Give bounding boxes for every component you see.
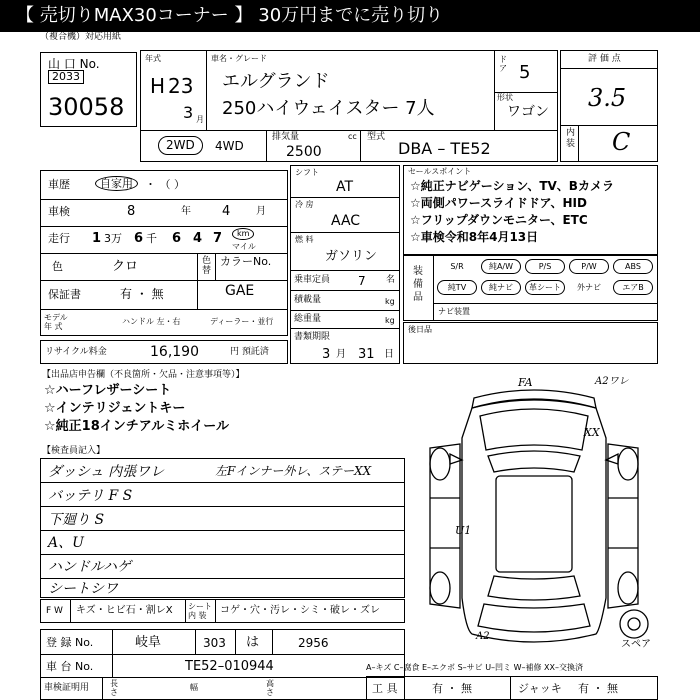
interior-grade: C <box>612 128 631 156</box>
score-label: 評 価 点 <box>588 54 621 64</box>
spare-label: スペア <box>621 639 651 650</box>
warranty-label: 保証書 <box>48 288 81 301</box>
docs-day: 31 <box>358 347 375 362</box>
equipment-label: 装 備 品 <box>413 266 423 303</box>
equip-sunroof: S/R <box>450 262 464 271</box>
certificate-row <box>40 677 405 700</box>
inspector-right-note: 左Fインナー外レ、ステーXX <box>215 464 372 478</box>
door-label: ド ア <box>499 55 507 73</box>
navi-device-label: ナビ装置 <box>438 307 470 316</box>
body-type-label: 形状 <box>497 93 513 102</box>
capacity-label: 乗車定員 <box>294 275 331 285</box>
right-side-outline <box>608 444 638 608</box>
wheel-front-right <box>618 448 638 480</box>
certificate-length-label: 長 さ <box>110 679 118 697</box>
equip-external-navi: 外ナビ <box>577 283 601 292</box>
inspection-year: 8 <box>127 204 136 219</box>
damage-code-legend: A–キズ C–腐食 E–エクボ S–サビ U–凹ミ W–補修 XX–交換済 <box>366 663 584 672</box>
mileage-1: 1 <box>92 231 102 246</box>
month-value: 3 <box>183 103 194 122</box>
color-label: 色 <box>52 260 63 273</box>
wheel-rear-left <box>430 572 450 604</box>
model-year-label: モデル 年 式 <box>44 313 68 331</box>
capacity-unit: 名 <box>386 275 396 285</box>
recycle-unit: 円 預託済 <box>230 347 269 357</box>
seat-interior-values: コゲ・穴・汚レ・シミ・破レ・ズレ <box>220 605 380 616</box>
color-no-label: カラーNo. <box>220 255 272 268</box>
equip-alloy-wheels: 純A/W <box>481 259 521 274</box>
equip-navi: 純ナビ <box>481 280 521 295</box>
certificate-height-label: 高 さ <box>266 679 274 697</box>
door-count: 5 <box>519 62 531 83</box>
equip-tv: 純TV <box>437 280 477 295</box>
docs-month: 3 <box>322 347 331 362</box>
history-rest: ・ （ ） <box>145 178 185 191</box>
banner-text: 【 売切りMAX30コーナー 】 30万円までに売り切り <box>16 5 444 26</box>
inspection-label: 車検 <box>48 205 70 218</box>
history-private: 自家用 <box>95 176 138 191</box>
seat-interior-label: シート 内 装 <box>188 602 212 620</box>
diagram-label-xx: XX <box>584 426 600 439</box>
equip-abs: ABS <box>613 259 653 274</box>
shift-label: シフト <box>295 168 319 177</box>
fuel-label: 燃 料 <box>295 235 314 244</box>
year-value: 23 <box>168 74 194 98</box>
wheel-rear-right <box>618 572 638 604</box>
fw-values: キズ・ヒビ石・割レX <box>76 605 173 616</box>
registration-class: 303 <box>203 636 226 650</box>
diagram-label-u1: U1 <box>455 524 472 537</box>
sales-points-label: セールスポイント <box>408 167 472 176</box>
color-no: GAE <box>225 283 255 299</box>
accessories-box <box>403 322 658 364</box>
inspection-month: 4 <box>222 204 231 219</box>
ac-value: AAC <box>331 213 361 229</box>
displacement-unit: cc <box>348 132 357 141</box>
color-value: クロ <box>112 259 139 274</box>
warranty-value: 有 ・ 無 <box>120 287 164 301</box>
load-unit: kg <box>385 297 395 306</box>
sales-point-item: ☆両側パワースライドドア、HID <box>410 196 587 210</box>
jack-value: 有 ・ 無 <box>578 682 618 695</box>
drive-2wd: 2WD <box>158 136 203 155</box>
vehicle-damage-diagram <box>410 368 658 658</box>
equip-leather-seats: 革シート <box>525 280 565 295</box>
year-label: 年式 <box>145 54 161 63</box>
hood-outline <box>480 409 588 450</box>
lot-code: 2033 <box>48 70 84 84</box>
shift-value: AT <box>336 179 354 195</box>
mileage-unit-1: 3万 <box>104 232 122 245</box>
inspector-note-line: ダッシュ 内張ワレ <box>48 464 165 480</box>
fw-label: F W <box>46 606 63 616</box>
tailgate-outline <box>478 604 590 632</box>
model-code: DBA – TE52 <box>398 139 491 158</box>
top-banner <box>0 0 700 32</box>
inspector-note-line: シートシワ <box>48 581 118 597</box>
inspector-note-line: 下廻り S <box>48 512 105 528</box>
mileage-4: 4 <box>193 231 203 246</box>
equip-power-windows: P/W <box>569 259 609 274</box>
inspector-note-line: ハンドルハゲ <box>48 559 132 575</box>
sales-point-item: ☆車検令和8年4月13日 <box>410 230 539 244</box>
lot-region-label: 山 口 No. <box>48 57 100 71</box>
seller-note-item: ☆ハーフレザーシート <box>44 383 172 398</box>
model-label: 型式 <box>367 132 386 142</box>
sales-point-item: ☆フリップダウンモニター、ETC <box>410 213 588 227</box>
car-grade: 250ハイウェイスター 7人 <box>222 98 435 119</box>
certificate-width-label: 幅 <box>190 683 198 692</box>
mileage-label: 走行 <box>48 232 70 245</box>
inspector-note-line: バッテリ F S <box>48 488 133 504</box>
drive-4wd: 4WD <box>215 139 244 153</box>
mileage-km: km <box>232 228 254 240</box>
seller-note-item: ☆インテリジェントキー <box>44 401 186 416</box>
chassis-label: 車 台 No. <box>46 660 94 673</box>
mileage-3: 6 <box>172 231 182 246</box>
diagram-label-a2: A2 <box>476 631 490 642</box>
wheel-front-left <box>430 448 450 480</box>
recycle-label: リサイクル料金 <box>45 347 107 357</box>
lot-number: 30058 <box>48 93 125 121</box>
diagram-label-fa: FA <box>518 376 533 389</box>
spare-tire <box>620 610 648 638</box>
interior-label: 内 装 <box>566 128 576 149</box>
weight-label: 総重量 <box>294 314 322 324</box>
rear-glass-outline <box>488 576 580 600</box>
mileage-unit-2: 千 <box>146 232 157 245</box>
mileage-5: 7 <box>213 231 223 246</box>
car-name: エルグランド <box>222 71 330 92</box>
car-name-label: 車名・グレード <box>211 54 267 63</box>
fuel-value: ガソリン <box>325 249 378 264</box>
docs-deadline-label: 書類期限 <box>294 332 331 342</box>
weight-unit: kg <box>385 316 395 325</box>
recycle-amount: 16,190 <box>150 344 199 360</box>
docs-day-unit: 日 <box>384 349 394 360</box>
certificate-label: 車検証明用 <box>44 683 90 693</box>
inspection-month-unit: 月 <box>256 206 266 217</box>
seller-note-item: ☆純正18インチアルミホイール <box>44 419 229 434</box>
doc-type: （複合機）対応用紙 <box>40 32 122 42</box>
ac-label: 冷 房 <box>295 200 314 209</box>
repaint-label: 色 替 <box>202 256 212 276</box>
load-label: 積載量 <box>294 295 322 305</box>
displacement: 2500 <box>286 144 322 160</box>
inspector-notes-label: 【検査員記入】 <box>42 446 106 456</box>
score-value: 3.5 <box>588 84 627 112</box>
inspector-note-line: A、U <box>48 535 84 551</box>
registration-label: 登 録 No. <box>46 636 94 649</box>
tools-label: 工 具 <box>372 682 398 695</box>
displacement-label: 排気量 <box>272 132 300 142</box>
mileage-2: 6 <box>134 231 144 246</box>
roof-outline <box>496 476 572 572</box>
accessories-label: 後日品 <box>408 325 432 334</box>
seller-notes-label: 【出品店申告欄（不良箇所・欠品・注意事項等）】 <box>42 370 245 380</box>
sales-point-item: ☆純正ナビゲーション、TV、Bカメラ <box>410 179 614 193</box>
chassis-number: TE52–010944 <box>185 659 274 674</box>
equip-power-steering: P/S <box>525 259 565 274</box>
diagram-label-a2-crack: A2ワレ <box>595 376 629 387</box>
registration-city: 岐阜 <box>135 635 162 650</box>
docs-month-unit: 月 <box>336 349 346 360</box>
jack-label: ジャッキ <box>518 682 562 695</box>
handle-label: ハンドル 左・右 <box>122 317 181 326</box>
windshield-outline <box>488 451 580 472</box>
registration-number: 2956 <box>298 636 329 650</box>
history-label: 車歴 <box>48 178 70 191</box>
mileage-mile: マイル <box>232 242 256 251</box>
body-type: ワゴン <box>507 104 549 120</box>
inspection-year-unit: 年 <box>181 206 191 217</box>
year-era: H <box>150 74 166 98</box>
capacity-value: 7 <box>358 274 366 288</box>
month-unit: 月 <box>196 115 204 124</box>
tools-value: 有 ・ 無 <box>432 682 472 695</box>
registration-kana: は <box>246 635 260 650</box>
dealer-label: ディーラー・並行 <box>210 317 274 326</box>
equip-airbag: エアB <box>613 280 653 295</box>
